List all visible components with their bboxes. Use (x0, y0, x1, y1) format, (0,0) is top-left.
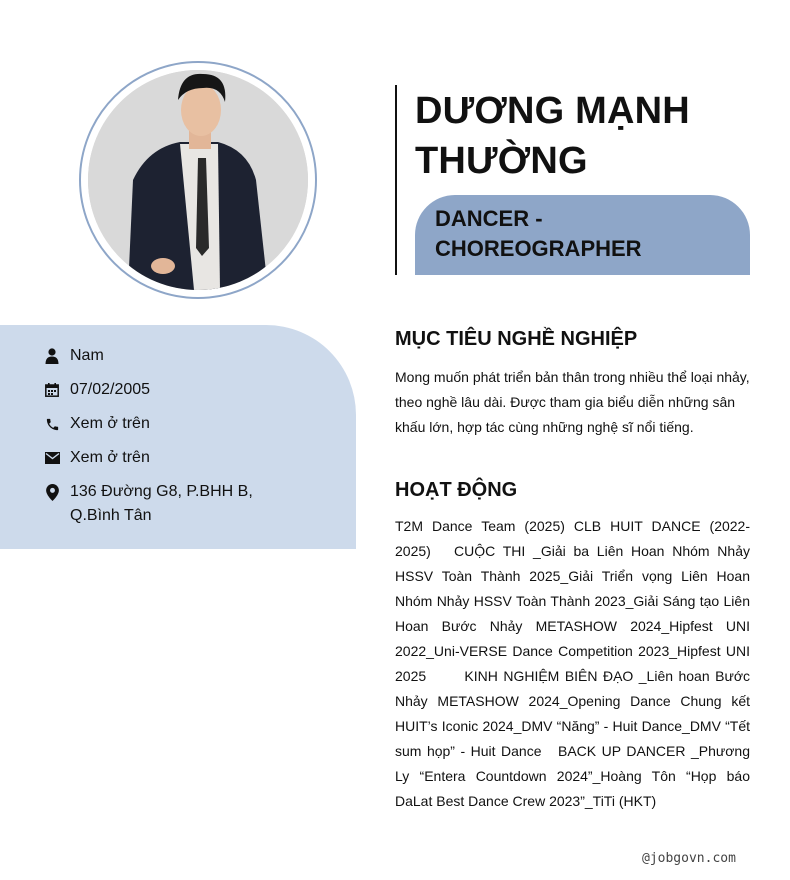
candidate-name: DƯƠNG MẠNH THƯỜNG (415, 90, 690, 182)
name-divider (395, 85, 397, 275)
profile-photo-illustration (88, 70, 308, 290)
activities-text: T2M Dance Team (2025) CLB HUIT DANCE (2022-2025) CUỘC THI _Giải ba Liên Hoan Nhóm Nhảy HSSV Toàn Thành 2025_Giải Triển vọng Liên Hoan Nhóm Nhảy HSSV Toàn Thành 2023_Giải Sáng tạo Liên Hoan Bước Nhảy METASHOW 2024_Hipfest UNI 2022_Uni-VERSE Dance Competition 2023_Hipfest UNI 2025 KINH NGHIỆM BIÊN ĐẠO _Liên hoan Bước Nhảy METASHOW 2024_Opening Dance Chung kết HUIT’s Iconic 2024_DMV “Năng” - Huit Dance_DMV “Tết sum họp” - Huit Dance BACK UP DANCER _Phương Ly “Entera Countdown 2024”_Hoàng Tôn “Họp báo DaLat Best Dance Crew 2023”_TiTi (HKT) (395, 518, 754, 809)
calendar-icon (44, 378, 60, 402)
address-text: 136 Đường G8, P.BHH B, Q.Bình Tân (70, 483, 253, 524)
mail-icon (44, 446, 60, 470)
role-title: DANCER - CHOREOGRAPHER (435, 206, 642, 261)
contact-gender (44, 344, 304, 368)
role-banner (415, 195, 750, 275)
contact-address (44, 480, 304, 528)
contact-email (44, 446, 304, 470)
objective-heading: MỤC TIÊU NGHỀ NGHIỆP (395, 328, 638, 350)
activities-heading: HOẠT ĐỘNG (395, 479, 518, 501)
watermark: @jobgovn.com (642, 851, 736, 866)
objective-text: Mong muốn phát triển bản thân trong nhiều thể loại nhảy, theo nghề lâu dài. Được tham gia biểu diễn những sân khấu lớn, hợp tác cùng những nghệ sĩ nổi tiếng. (395, 369, 750, 435)
location-pin-icon (44, 480, 60, 504)
phone-text: Xem ở trên (70, 415, 150, 432)
gender-text: Nam (70, 347, 104, 364)
phone-icon (44, 412, 60, 436)
contact-phone (44, 412, 304, 436)
profile-photo (88, 70, 308, 290)
contact-birthday (44, 378, 304, 402)
person-icon (44, 344, 60, 368)
email-text: Xem ở trên (70, 449, 150, 466)
birthday-text: 07/02/2005 (70, 381, 151, 398)
